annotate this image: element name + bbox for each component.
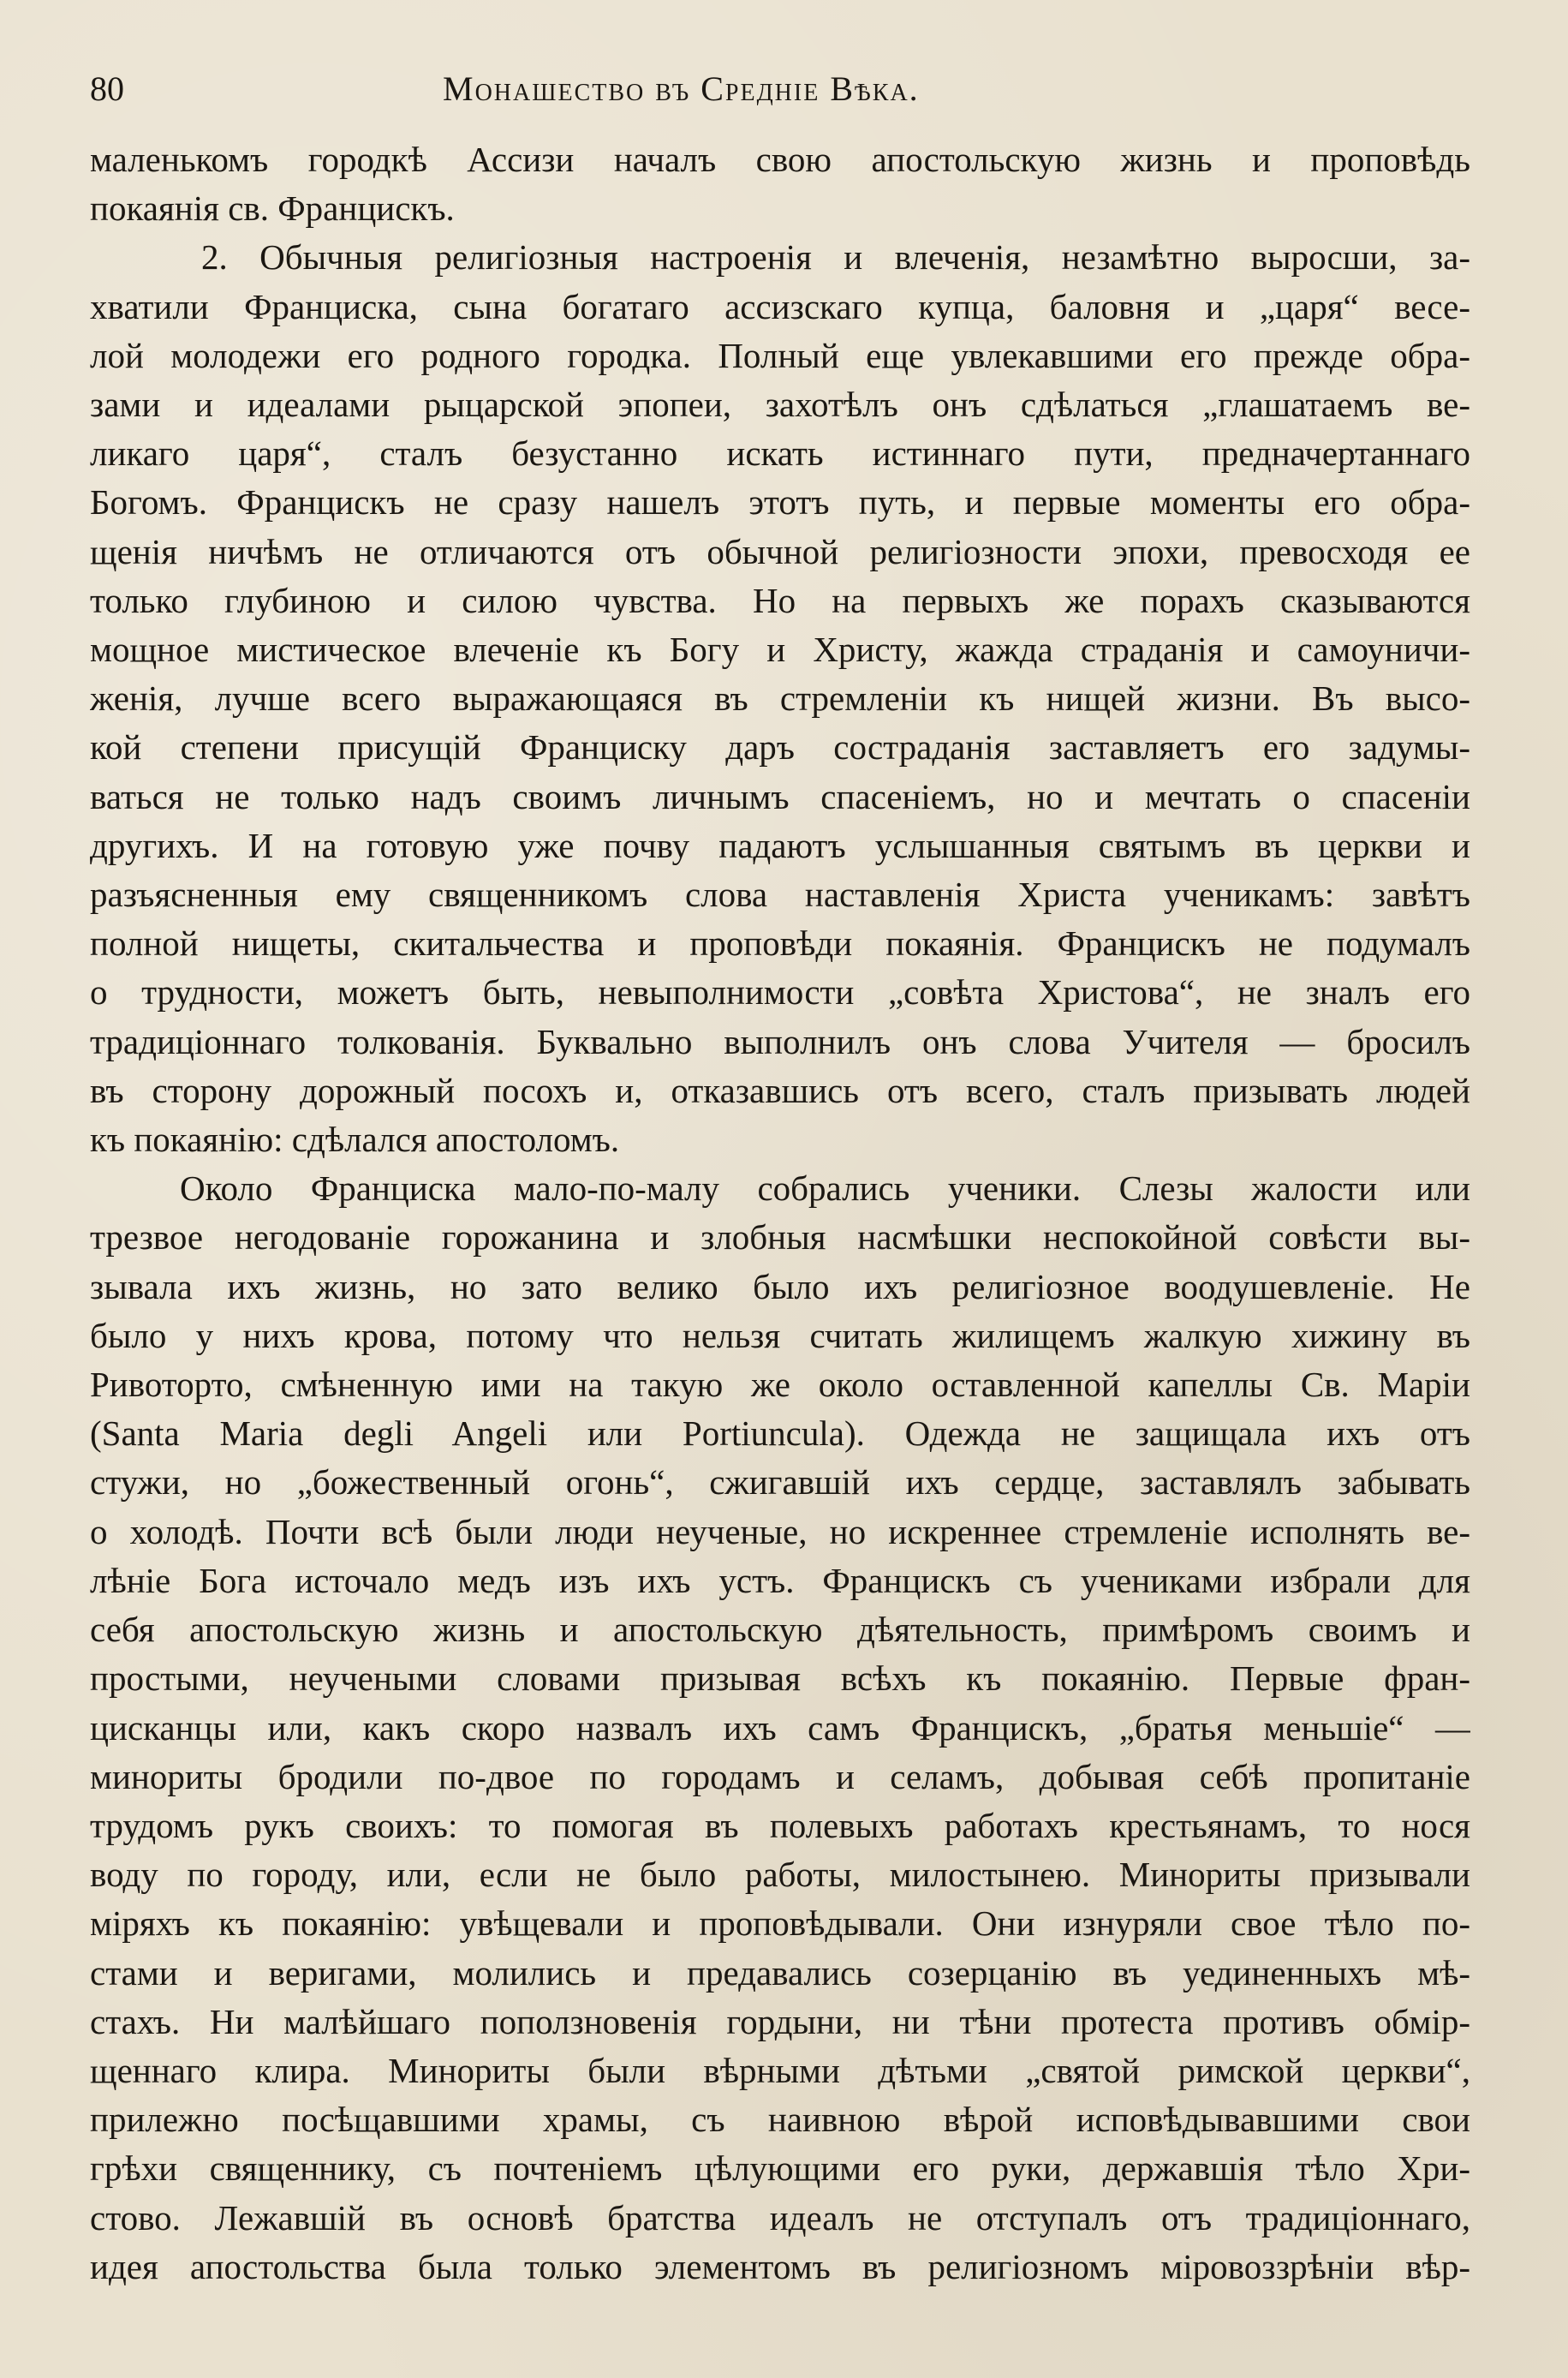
text-line: щенія ничѣмъ не отличаются отъ обычной религіозности эпохи, превосходя ее (90, 531, 1470, 571)
text-line: другихъ. И на готовую уже почву падаютъ услышанныя святымъ въ церкви и (90, 825, 1470, 865)
text-line: простыми, неучеными словами призывая всѣхъ къ покаянію. Первые фран- (90, 1658, 1470, 1699)
text-line: къ покаянію: сдѣлался апостоломъ. (90, 1120, 620, 1160)
text-line: было у нихъ крова, потому что нельзя считать жилищемъ жалкую хижину въ (90, 1315, 1470, 1355)
text-line: (Santa Maria degli Angeli или Portiuncula). Одежда не защищала ихъ отъ (90, 1413, 1470, 1454)
text-line: міряхъ къ покаянію: увѣщевали и проповѣдывали. Они изнуряли свое тѣло по- (90, 1903, 1470, 1944)
text-line: зами и идеалами рыцарской эпопеи, захотѣлъ онъ сдѣлаться „глашатаемъ ве- (90, 385, 1470, 425)
text-line: стами и веригами, молились и предавались созерцанію въ уединенныхъ мѣ- (90, 1952, 1470, 1993)
text-line: полной нищеты, скитальчества и проповѣди покаянія. Францискъ не подумалъ (90, 923, 1470, 964)
paragraph-start-line: 2. Обычныя религіозныя настроенія и влеченія, незамѣтно выросши, за- (201, 237, 1470, 278)
text-line: лѣніе Бога источало медъ изъ ихъ устъ. Францискъ съ учениками избрали для (90, 1560, 1470, 1600)
text-line: грѣхи священнику, съ почтеніемъ цѣлующими его руки, державшія тѣло Хри- (90, 2148, 1470, 2189)
text-line: Богомъ. Францискъ не сразу нашелъ этотъ путь, и первые моменты его обра- (90, 482, 1470, 523)
text-line: женія, лучше всего выражающаяся въ стремленіи къ нищей жизни. Въ высо- (90, 678, 1470, 719)
paragraph-start-line: Около Франциска мало-по-малу собрались ученики. Слезы жалости или (180, 1168, 1470, 1209)
text-line: себя апостольскую жизнь и апостольскую дѣятельность, примѣромъ своимъ и (90, 1610, 1470, 1650)
text-line: о трудности, можетъ быть, невыполнимости „совѣта Христова“, не зналъ его (90, 972, 1470, 1013)
text-line: зывала ихъ жизнь, но зато велико было ихъ религіозное воодушевленіе. Не (90, 1266, 1470, 1306)
running-header (90, 67, 1470, 111)
text-line: мощное мистическое влеченіе къ Богу и Христу, жажда страданія и самоуничи- (90, 630, 1470, 670)
text-line: разъясненныя ему священникомъ слова наставленія Христа ученикамъ: завѣтъ (90, 875, 1470, 915)
text-line: прилежно посѣщавшими храмы, съ наивною вѣрой исповѣдывавшими свои (90, 2100, 1470, 2140)
text-line: цисканцы или, какъ скоро назвалъ ихъ самъ Францискъ, „братья меньшіе“ — (90, 1707, 1470, 1748)
page-number: 80 (90, 69, 124, 108)
text-line: трудомъ рукъ своихъ: то помогая въ полевыхъ работахъ крестьянамъ, то нося (90, 1805, 1470, 1845)
text-line: только глубиною и силою чувства. Но на первыхъ же порахъ сказываются (90, 580, 1470, 620)
text-line: лой молодежи его родного городка. Полный еще увлекавшими его прежде обра- (90, 335, 1470, 375)
text-line: стужи, но „божественный огонь“, сжигавшій ихъ сердце, заставлялъ забывать (90, 1462, 1470, 1503)
running-title: Монашество въ Средніе Вѣка. (443, 69, 920, 108)
text-line: кой степени присущій Франциску даръ состраданія заставляетъ его задумы- (90, 727, 1470, 768)
text-line: покаянія св. Францискъ. (90, 188, 455, 229)
body-text (90, 135, 1470, 2291)
text-line: маленькомъ городкѣ Ассизи началъ свою апостольскую жизнь и проповѣдь (90, 140, 1470, 179)
text-line: о холодѣ. Почти всѣ были люди неученые, но искреннее стремленіе исполнять ве- (90, 1511, 1470, 1551)
text-line: щеннаго клира. Минориты были вѣрными дѣтьми „святой римской церкви“, (90, 2050, 1470, 2090)
book-page (90, 67, 1470, 2291)
text-line: стово. Лежавшій въ основѣ братства идеалъ не отступалъ отъ традиціоннаго, (90, 2197, 1470, 2238)
text-line: въ сторону дорожный посохъ и, отказавшись отъ всего, сталъ призывать людей (90, 1070, 1470, 1110)
text-line: ваться не только надъ своимъ личнымъ спасеніемъ, но и мечтать о спасеніи (90, 776, 1470, 816)
text-line: хватили Франциска, сына богатаго ассизскаго купца, баловня и „царя“ весе- (90, 286, 1470, 326)
text-line: стахъ. Ни малѣйшаго поползновенія гордыни, ни тѣни протеста противъ обмір- (90, 2001, 1470, 2041)
text-line: Ривоторто, смѣненную ими на такую же около оставленной капеллы Св. Маріи (90, 1365, 1470, 1405)
text-line: воду по городу, или, если не было работы, милостынею. Минориты призывали (90, 1855, 1470, 1895)
text-line: трезвое негодованіе горожанина и злобныя насмѣшки неспокойной совѣсти вы- (90, 1217, 1470, 1258)
text-line: ликаго царя“, сталъ безустанно искать истиннаго пути, предначертаннаго (90, 433, 1470, 474)
text-line: традиціоннаго толкованія. Буквально выполнилъ онъ слова Учителя — бросилъ (90, 1021, 1470, 1061)
text-line: идея апостольства была только элементомъ въ религіозномъ міровоззрѣніи вѣр- (90, 2246, 1470, 2286)
text-line: минориты бродили по-двое по городамъ и селамъ, добывая себѣ пропитаніе (90, 1756, 1470, 1796)
